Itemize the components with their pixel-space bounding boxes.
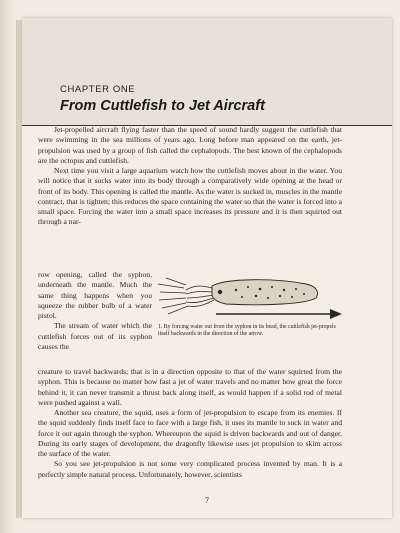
- paragraph-1: Jet-propelled aircraft flying faster than the speed of sound hardly suggest the cuttlefish that were swimming in the sea millions of years ago. Long before man appeared on the earth, jet-propulsion was used by a group of fish called the cephalopods. The best known of the cephalopods are the octopus and cuttlefish.: [38, 125, 342, 165]
- paragraph-2: Next time you visit a large aquarium watch how the cuttlefish moves about in the water. You will notice that it sucks water into its body through a comparatively wide opening at the head or front of its body. This opening is called the mantle. As the water is sucked in, muscles in the mantle contract, that is tighten; this reduces the space containing the water so that the water is forced into a small space. Forcing the water into a small space increases its pressure and it is then squirted out through a nar-: [38, 166, 342, 227]
- paragraph-5: So you see jet-propulsion is not some very complicated process invented by man. It is a perfectly simple natural process. Unfortunately, however, scientists: [38, 459, 342, 479]
- cuttlefish-eye: [218, 290, 222, 294]
- tentacles: [186, 286, 214, 306]
- direction-arrow: [216, 309, 342, 319]
- paragraph-3-continued: creature to travel backwards; that is in a direction opposite to that of the water squirted from the syphon. This is because no matter how fast a jet of water travels and no matter how great the force behind it, it can never transmit a thrust back along itself, as would happen if a solid rod of metal were pushed against a wall.: [38, 367, 342, 407]
- cuttlefish-illustration: [156, 270, 344, 322]
- water-stream-lines: [158, 278, 188, 314]
- figure-caption: 1. By forcing water out from the syphon in its head, the cuttlefish jet-propels itself backwards in the direction of the arrow.: [158, 324, 336, 337]
- chapter-title: From Cuttlefish to Jet Aircraft: [60, 98, 265, 114]
- body-text-narrow: [38, 270, 152, 352]
- body-text-top: [38, 125, 342, 228]
- paragraph-2-continued: row opening, called the syphon, underneath the mantle. Much the same thing happens when you squeeze the rubber bulb of a water pistol.: [38, 270, 152, 320]
- cuttlefish-body: [212, 280, 318, 305]
- book-page: [22, 18, 392, 518]
- page-number: 7: [205, 496, 209, 505]
- paragraph-3-start: The stream of water which the cuttlefish forces out of its syphon causes the: [38, 321, 152, 351]
- body-text-bottom: [38, 367, 342, 480]
- chapter-number: CHAPTER ONE: [60, 84, 136, 95]
- paragraph-4: Another sea creature, the squid, uses a form of jet-propulsion to escape from its enemies. If the squid suddenly finds itself face to face with a large fish, it uses its mantle to suck in water and force it out again through the syphon. Whereupon the squid is driven backwards and out of danger. During its early stages of development, the dragonfly likewise uses jet propulsion to skim across the surface of the water.: [38, 408, 342, 458]
- chapter-header: [22, 18, 392, 126]
